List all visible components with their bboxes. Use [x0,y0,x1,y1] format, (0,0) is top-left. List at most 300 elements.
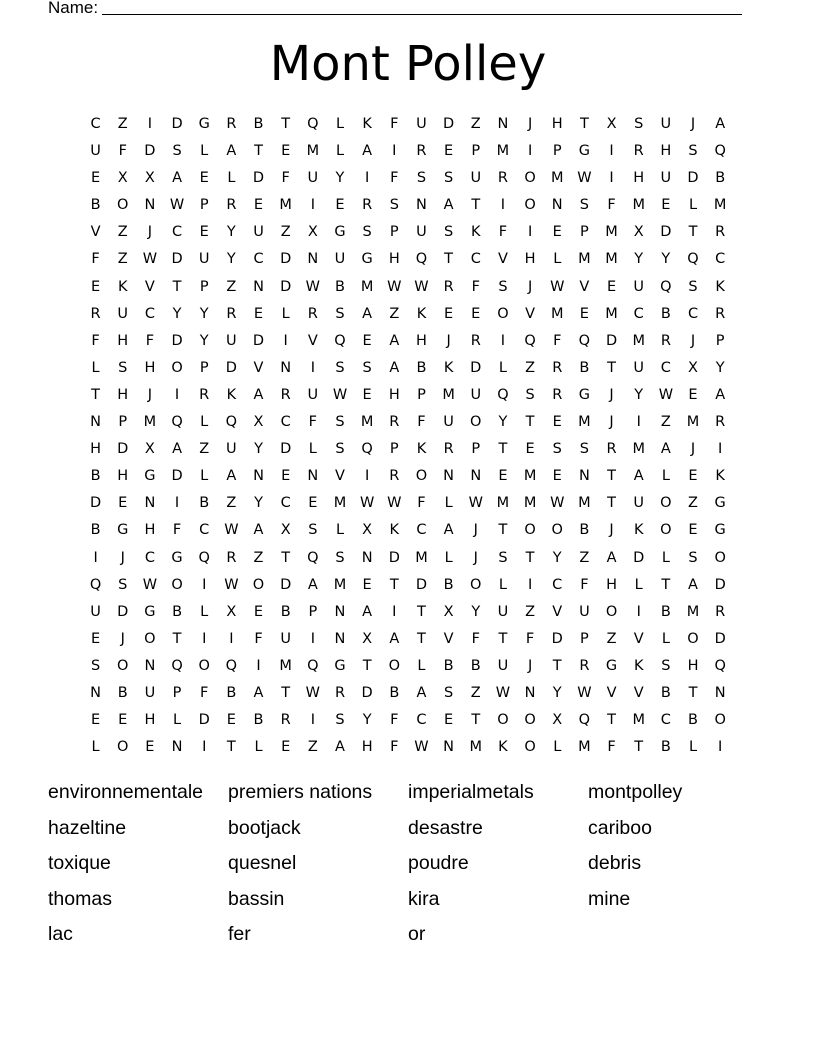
grid-letter[interactable]: T [498,522,508,539]
grid-letter[interactable]: U [579,603,590,620]
grid-letter[interactable]: M [279,657,292,674]
grid-letter[interactable]: A [389,630,400,647]
grid-letter[interactable]: X [144,441,155,458]
grid-letter[interactable]: P [308,603,318,620]
grid-letter[interactable]: R [389,468,400,485]
grid-letter[interactable]: M [306,143,320,160]
grid-letter[interactable]: O [524,197,536,214]
grid-letter[interactable]: E [552,224,562,241]
grid-letter[interactable]: F [118,143,127,160]
grid-letter[interactable]: Q [307,657,319,674]
grid-letter[interactable]: M [360,278,374,295]
grid-letter[interactable]: I [256,657,261,674]
grid-letter[interactable]: X [117,170,128,187]
grid-letter[interactable]: F [254,630,263,647]
grid-letter[interactable]: T [471,197,481,214]
grid-letter[interactable]: M [686,603,700,620]
grid-letter[interactable]: O [524,170,536,187]
grid-letter[interactable]: L [661,630,670,647]
grid-letter[interactable]: E [90,712,101,729]
grid-letter[interactable]: S [389,197,399,214]
grid-letter[interactable]: Q [307,549,319,566]
grid-letter[interactable]: H [117,468,129,485]
grid-letter[interactable]: K [715,278,725,295]
grid-letter[interactable]: H [633,170,645,187]
grid-letter[interactable]: E [471,305,481,322]
grid-letter[interactable]: K [117,278,128,295]
grid-letter[interactable]: E [199,170,209,187]
grid-letter[interactable]: E [444,305,454,322]
grid-letter[interactable]: U [280,630,291,647]
grid-letter[interactable]: R [90,305,101,322]
grid-letter[interactable]: B [117,684,128,701]
grid-letter[interactable]: U [90,143,101,160]
grid-letter[interactable]: B [443,657,454,674]
grid-letter[interactable]: B [389,684,400,701]
grid-letter[interactable]: T [281,116,291,132]
grid-letter[interactable]: L [281,305,290,322]
grid-letter[interactable]: Y [172,305,182,322]
grid-letter[interactable]: I [392,143,397,160]
grid-letter[interactable]: D [144,143,156,160]
grid-letter[interactable]: T [552,657,562,674]
grid-letter[interactable]: S [498,549,508,566]
grid-letter[interactable]: W [224,576,239,593]
grid-letter[interactable]: K [226,386,237,403]
grid-letter[interactable]: V [552,603,563,620]
grid-letter[interactable]: L [498,576,507,593]
grid-letter[interactable]: S [335,441,345,458]
grid-letter[interactable]: G [714,495,726,512]
grid-letter[interactable]: I [202,630,207,647]
grid-letter[interactable]: C [416,712,427,729]
grid-letter[interactable]: K [633,522,644,539]
grid-letter[interactable]: D [117,441,129,458]
grid-letter[interactable]: F [390,739,399,756]
grid-letter[interactable]: J [147,386,153,403]
grid-letter[interactable]: Z [688,495,698,512]
grid-letter[interactable]: N [470,468,482,485]
grid-letter[interactable]: T [417,630,426,647]
grid-letter[interactable]: N [144,495,156,512]
grid-letter[interactable]: X [144,170,155,187]
grid-letter[interactable]: C [171,224,183,241]
grid-letter[interactable]: E [308,495,318,512]
grid-letter[interactable]: D [280,441,292,458]
grid-letter[interactable]: F [553,332,562,349]
grid-letter[interactable]: G [171,549,183,566]
grid-letter[interactable]: R [280,712,291,729]
grid-letter[interactable]: J [609,386,614,403]
grid-letter[interactable]: W [414,278,429,295]
grid-letter[interactable]: O [388,657,400,674]
grid-letter[interactable]: L [553,251,562,268]
grid-letter[interactable]: A [688,576,698,593]
grid-letter[interactable]: P [471,441,481,458]
grid-letter[interactable]: Y [362,712,372,729]
grid-letter[interactable]: T [254,143,263,160]
grid-letter[interactable]: R [226,549,237,566]
grid-letter[interactable]: O [524,522,536,539]
grid-letter[interactable]: E [362,386,372,403]
grid-letter[interactable]: W [332,386,348,403]
grid-letter[interactable]: W [658,386,674,403]
grid-letter[interactable]: Y [335,170,345,187]
grid-letter[interactable]: J [473,522,478,539]
grid-letter[interactable]: R [443,278,454,295]
grid-letter[interactable]: A [226,143,237,160]
grid-letter[interactable]: D [252,170,265,187]
grid-letter[interactable]: O [714,549,726,566]
grid-letter[interactable]: D [443,116,455,132]
grid-letter[interactable]: O [524,712,536,729]
grid-letter[interactable]: M [605,305,618,322]
grid-letter[interactable]: F [200,684,209,701]
grid-letter[interactable]: N [551,197,563,214]
grid-letter[interactable]: B [660,684,671,701]
grid-letter[interactable]: S [688,143,698,160]
grid-letter[interactable]: G [578,386,591,403]
grid-letter[interactable]: O [117,197,129,214]
grid-letter[interactable]: J [120,549,125,566]
grid-letter[interactable]: X [253,414,264,431]
grid-letter[interactable]: D [280,251,292,268]
grid-letter[interactable]: T [688,224,698,241]
grid-letter[interactable]: R [606,441,617,458]
grid-letter[interactable]: U [497,657,509,674]
grid-letter[interactable]: O [497,305,509,322]
grid-letter[interactable]: B [579,359,590,376]
grid-letter[interactable]: A [715,116,726,132]
grid-letter[interactable]: A [606,549,617,566]
grid-letter[interactable]: W [305,684,320,701]
grid-letter[interactable]: E [118,495,128,512]
grid-letter[interactable]: U [416,224,427,241]
grid-letter[interactable]: R [715,414,726,431]
grid-letter[interactable]: E [253,305,264,322]
grid-letter[interactable]: D [280,576,292,593]
grid-letter[interactable]: V [443,630,454,647]
grid-letter[interactable]: O [687,630,699,647]
grid-letter[interactable]: T [607,359,616,376]
grid-letter[interactable]: L [200,414,209,431]
grid-letter[interactable]: M [143,414,157,431]
grid-letter[interactable]: B [280,603,291,620]
grid-letter[interactable]: K [498,739,508,756]
grid-letter[interactable]: H [687,657,699,674]
grid-letter[interactable]: O [117,657,129,674]
grid-letter[interactable]: H [416,332,427,349]
grid-letter[interactable]: H [117,386,129,403]
grid-letter[interactable]: C [280,495,291,512]
grid-letter[interactable]: Y [226,251,236,268]
grid-letter[interactable]: T [444,251,454,268]
grid-letter[interactable]: N [253,278,264,295]
grid-letter[interactable]: D [280,278,292,295]
grid-letter[interactable]: Q [225,414,238,431]
grid-letter[interactable]: D [415,576,428,593]
grid-letter[interactable]: F [91,332,100,349]
grid-letter[interactable]: R [199,386,210,403]
grid-letter[interactable]: T [607,495,616,512]
grid-letter[interactable]: M [605,224,618,241]
grid-letter[interactable]: A [362,305,373,322]
grid-letter[interactable]: H [660,143,672,160]
grid-letter[interactable]: W [169,197,185,214]
grid-letter[interactable]: Y [634,251,644,268]
grid-letter[interactable]: P [471,143,481,160]
grid-letter[interactable]: M [632,712,645,729]
grid-letter[interactable]: E [444,143,454,160]
grid-letter[interactable]: D [171,116,183,132]
grid-letter[interactable]: L [444,549,453,566]
grid-letter[interactable]: Z [226,495,237,512]
grid-letter[interactable]: N [90,684,101,701]
grid-letter[interactable]: N [497,116,509,132]
grid-letter[interactable]: R [715,305,726,322]
grid-letter[interactable]: I [310,197,315,214]
grid-letter[interactable]: P [118,414,128,431]
grid-letter[interactable]: L [417,657,426,674]
grid-letter[interactable]: E [281,468,291,485]
grid-letter[interactable]: J [147,224,153,241]
grid-letter[interactable]: L [498,359,507,376]
grid-letter[interactable]: N [253,468,264,485]
grid-letter[interactable]: O [198,657,210,674]
grid-letter[interactable]: H [606,576,617,593]
grid-letter[interactable]: C [144,305,155,322]
grid-letter[interactable]: C [280,414,291,431]
grid-letter[interactable]: H [144,712,156,729]
grid-letter[interactable]: Z [117,224,128,241]
grid-letter[interactable]: T [688,684,698,701]
grid-letter[interactable]: J [527,657,533,674]
grid-letter[interactable]: F [308,414,317,431]
grid-letter[interactable]: M [578,414,591,431]
grid-letter[interactable]: A [307,576,318,593]
grid-letter[interactable]: Q [578,332,591,349]
grid-letter[interactable]: N [144,197,156,214]
grid-letter[interactable]: K [443,359,454,376]
grid-letter[interactable]: X [606,116,617,132]
grid-letter[interactable]: U [226,441,237,458]
grid-letter[interactable]: E [253,197,264,214]
grid-letter[interactable]: M [360,414,374,431]
grid-letter[interactable]: Y [471,603,481,620]
grid-letter[interactable]: I [202,576,207,593]
grid-letter[interactable]: U [416,116,427,132]
grid-letter[interactable]: X [362,630,373,647]
grid-letter[interactable]: P [199,197,209,214]
grid-letter[interactable]: G [578,143,591,160]
grid-letter[interactable]: W [387,495,402,512]
grid-letter[interactable]: T [172,278,182,295]
grid-letter[interactable]: V [579,278,590,295]
grid-letter[interactable]: D [605,332,618,349]
grid-letter[interactable]: E [498,468,508,485]
grid-letter[interactable]: H [551,116,563,132]
grid-letter[interactable]: F [145,332,155,349]
grid-letter[interactable]: R [416,143,427,160]
grid-letter[interactable]: D [633,549,645,566]
grid-letter[interactable]: U [470,170,482,187]
grid-letter[interactable]: B [660,739,671,756]
name-field[interactable] [48,0,742,18]
grid-letter[interactable]: S [335,712,345,729]
grid-letter[interactable]: Z [307,739,318,756]
grid-letter[interactable]: S [579,441,589,458]
grid-letter[interactable]: E [362,332,372,349]
grid-letter[interactable]: P [552,143,562,160]
grid-letter[interactable]: S [335,305,345,322]
grid-letter[interactable]: N [524,684,536,701]
grid-letter[interactable]: G [605,657,618,674]
grid-letter[interactable]: S [362,359,372,376]
grid-letter[interactable]: E [579,305,589,322]
grid-letter[interactable]: Q [171,657,183,674]
grid-letter[interactable]: D [714,630,726,647]
grid-letter[interactable]: P [172,684,182,701]
grid-letter[interactable]: L [335,116,345,132]
grid-letter[interactable]: N [90,414,101,431]
grid-letter[interactable]: W [142,251,158,268]
grid-letter[interactable]: V [335,468,345,485]
grid-letter[interactable]: F [390,712,399,729]
grid-letter[interactable]: H [90,441,102,458]
grid-letter[interactable]: L [308,441,317,458]
grid-letter[interactable]: V [90,224,101,241]
grid-letter[interactable]: S [498,278,508,295]
grid-letter[interactable]: D [252,332,265,349]
grid-letter[interactable]: B [199,495,210,512]
grid-letter[interactable]: T [661,576,671,593]
grid-letter[interactable]: C [416,522,427,539]
grid-letter[interactable]: M [550,170,564,187]
grid-letter[interactable]: Z [606,630,617,647]
grid-letter[interactable]: L [200,143,209,160]
grid-letter[interactable]: A [660,441,671,458]
grid-letter[interactable]: O [470,414,482,431]
grid-letter[interactable]: C [199,522,210,539]
grid-letter[interactable]: Y [254,441,263,458]
grid-letter[interactable]: O [171,359,183,376]
grid-letter[interactable]: E [525,441,535,458]
grid-letter[interactable]: A [253,522,264,539]
grid-letter[interactable]: A [416,684,427,701]
grid-letter[interactable]: I [310,359,315,376]
grid-letter[interactable]: C [687,305,699,322]
grid-letter[interactable]: U [90,603,101,620]
grid-letter[interactable]: T [389,576,399,593]
grid-letter[interactable]: P [199,278,209,295]
grid-letter[interactable]: X [307,224,318,241]
grid-letter[interactable]: Q [361,441,373,458]
grid-letter[interactable]: W [577,684,592,701]
grid-letter[interactable]: S [308,522,318,539]
grid-letter[interactable]: K [471,224,481,241]
grid-letter[interactable]: H [144,522,156,539]
grid-letter[interactable]: X [280,522,291,539]
grid-letter[interactable]: Z [660,414,671,431]
grid-letter[interactable]: E [90,278,101,295]
grid-letter[interactable]: W [495,684,511,701]
grid-letter[interactable]: S [335,414,345,431]
grid-letter[interactable]: S [416,170,427,187]
grid-letter[interactable]: D [117,603,129,620]
grid-letter[interactable]: X [633,224,644,241]
grid-letter[interactable]: J [473,549,478,566]
grid-letter[interactable]: Q [578,712,591,729]
grid-letter[interactable]: P [580,224,589,241]
grid-letter[interactable]: C [660,359,671,376]
grid-letter[interactable]: S [552,441,562,458]
grid-letter[interactable]: C [470,251,481,268]
grid-letter[interactable]: T [281,684,291,701]
grid-letter[interactable]: I [718,739,723,756]
grid-letter[interactable]: Z [199,441,210,458]
grid-letter[interactable]: Q [89,576,102,593]
grid-letter[interactable]: L [173,712,182,729]
grid-letter[interactable]: Y [552,549,562,566]
grid-letter[interactable]: S [444,684,454,701]
name-underline[interactable] [102,0,742,15]
grid-letter[interactable]: U [633,278,645,295]
grid-letter[interactable]: X [552,712,563,729]
grid-letter[interactable]: D [171,468,183,485]
grid-letter[interactable]: V [633,684,644,701]
grid-letter[interactable]: D [171,332,183,349]
grid-letter[interactable]: I [310,630,315,647]
grid-letter[interactable]: E [552,414,562,431]
grid-letter[interactable]: U [307,170,319,187]
grid-letter[interactable]: F [417,414,426,431]
grid-letter[interactable]: Z [226,278,237,295]
grid-letter[interactable]: B [660,305,671,322]
grid-letter[interactable]: W [224,522,239,539]
grid-letter[interactable]: W [577,170,592,187]
grid-letter[interactable]: Y [634,386,644,403]
grid-letter[interactable]: V [606,684,617,701]
grid-letter[interactable]: Q [171,414,183,431]
grid-letter[interactable]: L [91,359,100,376]
grid-letter[interactable]: D [551,630,563,647]
grid-letter[interactable]: L [444,495,453,512]
grid-letter[interactable]: B [688,712,698,729]
grid-letter[interactable]: M [550,305,564,322]
grid-letter[interactable]: B [470,657,481,674]
grid-letter[interactable]: S [335,359,345,376]
grid-letter[interactable]: A [362,143,373,160]
grid-letter[interactable]: G [334,224,346,241]
grid-letter[interactable]: I [365,170,370,187]
grid-letter[interactable]: J [609,522,614,539]
grid-letter[interactable]: L [335,143,345,160]
grid-letter[interactable]: Y [199,332,209,349]
word-search-grid[interactable] [82,111,734,761]
grid-letter[interactable]: R [226,116,237,132]
grid-letter[interactable]: W [387,278,402,295]
grid-letter[interactable]: B [90,197,101,214]
grid-letter[interactable]: P [389,441,399,458]
grid-letter[interactable]: D [171,251,183,268]
grid-letter[interactable]: E [90,630,101,647]
grid-letter[interactable]: U [253,224,264,241]
grid-letter[interactable]: J [690,116,696,132]
grid-letter[interactable]: S [118,576,128,593]
grid-letter[interactable]: S [661,657,671,674]
grid-letter[interactable]: S [90,657,101,674]
grid-letter[interactable]: E [199,224,209,241]
